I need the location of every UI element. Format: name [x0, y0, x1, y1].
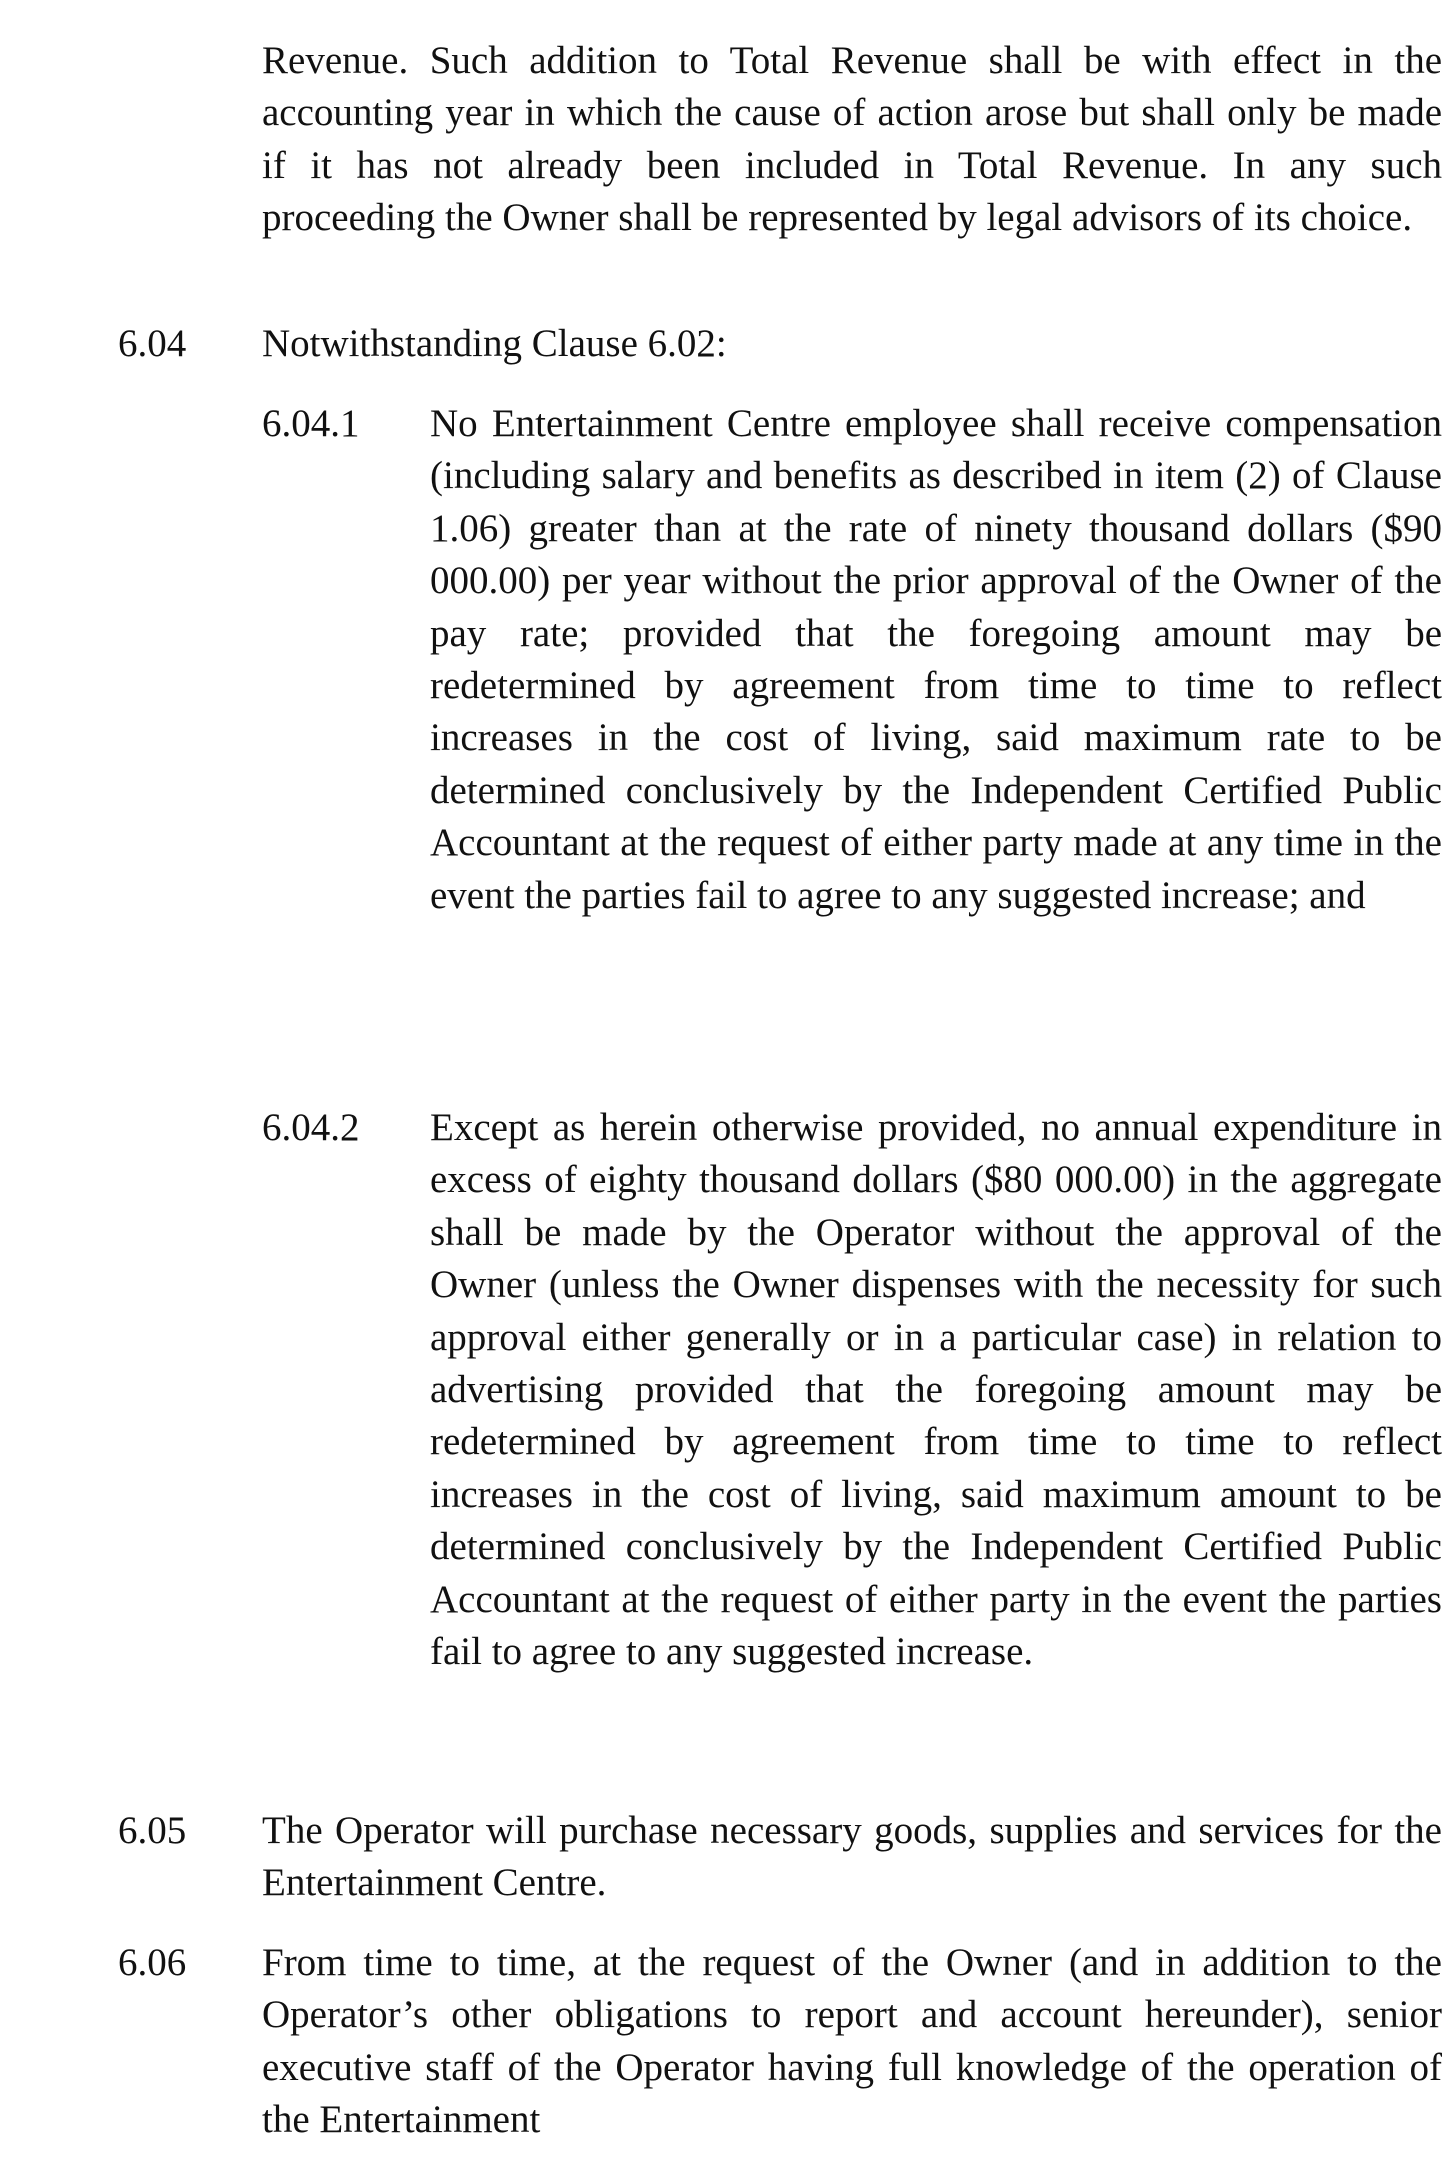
continuation-paragraph: Revenue. Such addition to Total Revenue shall be with effect in the accounting year in which the cause of action arose but shall only be made if it has not already been included in Total Revenue. In any such proceeding the Owner shall be represented by legal advisors of its choice.: [262, 39, 1442, 240]
clause-number-6-05: 6.05: [118, 1809, 187, 1852]
clause-text-6-06: From time to time, at the request of the Owner (and in addition to the Operator’s other obligations to report and account hereunder), senior executive staff of the Operator having full knowledge of the operation of the Entertainment: [262, 1941, 1442, 2142]
clause-number-6-06: 6.06: [118, 1941, 187, 1984]
clause-text-6-04: Notwithstanding Clause 6.02:: [262, 322, 727, 365]
clause-text-6-05: The Operator will purchase necessary goods, supplies and services for the Entertainment Centre.: [262, 1809, 1442, 1905]
subclause-text-6-04-2: Except as herein otherwise provided, no annual expenditure in excess of eighty thousand dollars ($80 000.00) in the aggregate shall be made by the Operator without the approval of the Owner (unless the Owner dispenses with the necessity for such approval either generally or in a particular case) in relation to advertising provided that the foregoing amount may be redetermined by agreement from time to time to reflect increases in the cost of living, said maximum amount to be determined conclusively by the Independent Certified Public Accountant at the request of either party in the event the parties fail to agree to any suggested increase.: [430, 1106, 1442, 1674]
subclause-number-6-04-2: 6.04.2: [262, 1106, 360, 1149]
subclause-number-6-04-1: 6.04.1: [262, 402, 360, 445]
clause-number-6-04: 6.04: [118, 322, 187, 365]
subclause-text-6-04-1: No Entertainment Centre employee shall receive compensation (including salary and benefits as described in item (2) of Clause 1.06) greater than at the rate of ninety thousand dollars ($90 000.00) per year without the prior approval of the Owner of the pay rate; provided that the foregoing amount may be redetermined by agreement from time to time to reflect increases in the cost of living, said maximum rate to be determined conclusively by the Independent Certified Public Accountant at the request of either party made at any time in the event the parties fail to agree to any suggested increase; and: [430, 402, 1442, 917]
